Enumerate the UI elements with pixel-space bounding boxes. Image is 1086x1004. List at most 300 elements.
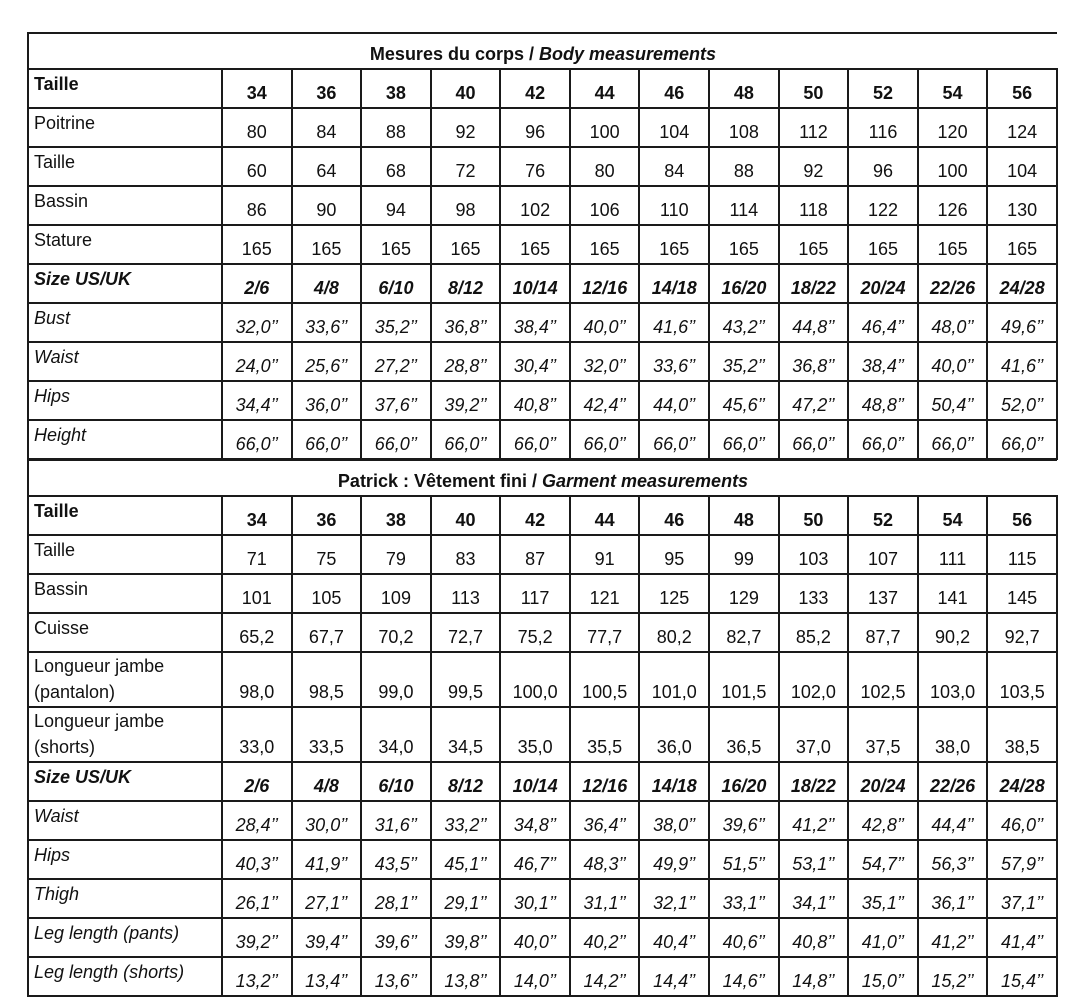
- table-cell: 54: [918, 496, 988, 535]
- table-cell: 36,0: [639, 707, 709, 762]
- table-cell: 77,7: [570, 613, 640, 652]
- table-row: [28, 108, 1057, 147]
- table-cell: 70,2: [361, 613, 431, 652]
- table-cell: 102,5: [848, 652, 918, 707]
- row-label: Taille: [28, 69, 222, 108]
- table-cell: 41,4’’: [987, 918, 1057, 957]
- table-cell: 103,5: [987, 652, 1057, 707]
- table-cell: 20/24: [848, 762, 918, 801]
- table-cell: 165: [918, 225, 988, 264]
- table-cell: 99,0: [361, 652, 431, 707]
- table-cell: 29,1’’: [431, 879, 501, 918]
- table-cell: 50: [779, 69, 849, 108]
- table-cell: 32,1’’: [639, 879, 709, 918]
- table-cell: 31,1’’: [570, 879, 640, 918]
- row-label: Poitrine: [28, 108, 222, 147]
- table-cell: 112: [779, 108, 849, 147]
- table-cell: 44,4’’: [918, 801, 988, 840]
- table-cell: 37,5: [848, 707, 918, 762]
- table-cell: 38,0’’: [639, 801, 709, 840]
- table-cell: 116: [848, 108, 918, 147]
- table-cell: 36,8’’: [431, 303, 501, 342]
- table-cell: 8/12: [431, 264, 501, 303]
- body-measurements-table: [27, 32, 1058, 460]
- table-cell: 104: [987, 147, 1057, 186]
- table-cell: 92: [431, 108, 501, 147]
- table-row: [28, 652, 1057, 707]
- table-cell: 24/28: [987, 762, 1057, 801]
- table-cell: 141: [918, 574, 988, 613]
- table-cell: 40,0’’: [570, 303, 640, 342]
- table-cell: 66,0’’: [987, 420, 1057, 459]
- table-cell: 35,2’’: [361, 303, 431, 342]
- table-cell: 41,2’’: [779, 801, 849, 840]
- table-cell: 100: [570, 108, 640, 147]
- table-cell: 10/14: [500, 762, 570, 801]
- caption-italic: Garment measurements: [541, 471, 749, 491]
- row-label: Waist: [28, 342, 222, 381]
- table-cell: 33,0: [222, 707, 292, 762]
- table-row: [28, 879, 1057, 918]
- table-cell: 40,6’’: [709, 918, 779, 957]
- table-cell: 4/8: [292, 264, 362, 303]
- table-cell: 66,0’’: [709, 420, 779, 459]
- table-cell: 14/18: [639, 264, 709, 303]
- table-cell: 46,0’’: [987, 801, 1057, 840]
- table-cell: 34: [222, 496, 292, 535]
- table-cell: 15,2’’: [918, 957, 988, 996]
- table-cell: 41,2’’: [918, 918, 988, 957]
- table-cell: 52: [848, 496, 918, 535]
- row-label: Hips: [28, 381, 222, 420]
- table-cell: 133: [779, 574, 849, 613]
- table-cell: 28,8’’: [431, 342, 501, 381]
- table-cell: 54,7’’: [848, 840, 918, 879]
- table-cell: 49,9’’: [639, 840, 709, 879]
- table-cell: 38: [361, 69, 431, 108]
- table-cell: 14,4’’: [639, 957, 709, 996]
- table-cell: 33,6’’: [292, 303, 362, 342]
- table-cell: 108: [709, 108, 779, 147]
- table-row: [28, 303, 1057, 342]
- table-cell: 165: [292, 225, 362, 264]
- table-cell: 44: [570, 496, 640, 535]
- table-cell: 92: [779, 147, 849, 186]
- table-cell: 15,4’’: [987, 957, 1057, 996]
- table-cell: 36: [292, 69, 362, 108]
- table-cell: 12/16: [570, 264, 640, 303]
- table-cell: 98: [431, 186, 501, 225]
- table-cell: 26,1’’: [222, 879, 292, 918]
- table-cell: 10/14: [500, 264, 570, 303]
- table-cell: 34,8’’: [500, 801, 570, 840]
- table-cell: 8/12: [431, 762, 501, 801]
- table-cell: 40: [431, 69, 501, 108]
- table-cell: 25,6’’: [292, 342, 362, 381]
- table-cell: 35,1’’: [848, 879, 918, 918]
- table-cell: 165: [709, 225, 779, 264]
- table-cell: 13,4’’: [292, 957, 362, 996]
- table-cell: 48,8’’: [848, 381, 918, 420]
- table-row: [28, 840, 1057, 879]
- table-row: [28, 186, 1057, 225]
- table-cell: 100,5: [570, 652, 640, 707]
- table-row: [28, 496, 1057, 535]
- table-cell: 32,0’’: [222, 303, 292, 342]
- table-cell: 46: [639, 69, 709, 108]
- table-cell: 33,6’’: [639, 342, 709, 381]
- garment-measurements-table: [27, 459, 1058, 997]
- table-cell: 35,2’’: [709, 342, 779, 381]
- table-cell: 65,2: [222, 613, 292, 652]
- table-cell: 101: [222, 574, 292, 613]
- table-cell: 88: [709, 147, 779, 186]
- table-cell: 36,8’’: [779, 342, 849, 381]
- table-cell: 114: [709, 186, 779, 225]
- table-cell: 66,0’’: [500, 420, 570, 459]
- table-cell: 37,1’’: [987, 879, 1057, 918]
- caption-main: Patrick : Vêtement fini /: [337, 471, 542, 491]
- table-cell: 40,8’’: [779, 918, 849, 957]
- row-label: Stature: [28, 225, 222, 264]
- table-cell: 90,2: [918, 613, 988, 652]
- table-cell: 83: [431, 535, 501, 574]
- table-cell: 24,0’’: [222, 342, 292, 381]
- table-cell: 38,4’’: [848, 342, 918, 381]
- table-cell: 99: [709, 535, 779, 574]
- table-cell: 6/10: [361, 762, 431, 801]
- table-cell: 39,2’’: [222, 918, 292, 957]
- table-cell: 82,7: [709, 613, 779, 652]
- table-cell: 33,2’’: [431, 801, 501, 840]
- table-cell: 107: [848, 535, 918, 574]
- table-cell: 27,2’’: [361, 342, 431, 381]
- table-cell: 34,1’’: [779, 879, 849, 918]
- table-row: [28, 762, 1057, 801]
- table-cell: 34,4’’: [222, 381, 292, 420]
- table-cell: 13,8’’: [431, 957, 501, 996]
- caption-italic: Body measurements: [538, 44, 717, 64]
- table-cell: 102: [500, 186, 570, 225]
- table-cell: 165: [987, 225, 1057, 264]
- table-cell: 40,0’’: [500, 918, 570, 957]
- table-cell: 92,7: [987, 613, 1057, 652]
- table-cell: 100: [918, 147, 988, 186]
- table-cell: 16/20: [709, 264, 779, 303]
- table-cell: 28,1’’: [361, 879, 431, 918]
- table-cell: 16/20: [709, 762, 779, 801]
- table-cell: 46,4’’: [848, 303, 918, 342]
- table-row: [28, 225, 1057, 264]
- table-cell: 84: [639, 147, 709, 186]
- table-cell: 87: [500, 535, 570, 574]
- table-cell: 64: [292, 147, 362, 186]
- table-cell: 115: [987, 535, 1057, 574]
- table-cell: 86: [222, 186, 292, 225]
- table-caption-row: [28, 460, 1057, 496]
- table-cell: 34: [222, 69, 292, 108]
- table-cell: 51,5’’: [709, 840, 779, 879]
- table-cell: 18/22: [779, 762, 849, 801]
- row-label: Hips: [28, 840, 222, 879]
- row-label: Taille: [28, 496, 222, 535]
- row-label: Thigh: [28, 879, 222, 918]
- table-cell: 43,2’’: [709, 303, 779, 342]
- table-cell: 47,2’’: [779, 381, 849, 420]
- table-cell: 46,7’’: [500, 840, 570, 879]
- table-cell: 124: [987, 108, 1057, 147]
- table-cell: 66,0’’: [639, 420, 709, 459]
- table-cell: 66,0’’: [292, 420, 362, 459]
- table-cell: 40: [431, 496, 501, 535]
- table-cell: 101,5: [709, 652, 779, 707]
- table-cell: 40,0’’: [918, 342, 988, 381]
- table-cell: 38,4’’: [500, 303, 570, 342]
- table-cell: 76: [500, 147, 570, 186]
- table-cell: 35,5: [570, 707, 640, 762]
- table-cell: 66,0’’: [361, 420, 431, 459]
- table-cell: 129: [709, 574, 779, 613]
- table-cell: 56: [987, 496, 1057, 535]
- table-cell: 109: [361, 574, 431, 613]
- table-cell: 13,2’’: [222, 957, 292, 996]
- table-cell: 165: [848, 225, 918, 264]
- table-caption-row: [28, 33, 1057, 69]
- table-cell: 13,6’’: [361, 957, 431, 996]
- table-cell: 44: [570, 69, 640, 108]
- table-cell: 28,4’’: [222, 801, 292, 840]
- table-cell: 42,8’’: [848, 801, 918, 840]
- table-cell: 36,1’’: [918, 879, 988, 918]
- table-cell: 111: [918, 535, 988, 574]
- table-cell: 66,0’’: [222, 420, 292, 459]
- table-cell: 14,2’’: [570, 957, 640, 996]
- table-row: [28, 613, 1057, 652]
- table-cell: 104: [639, 108, 709, 147]
- table-row: [28, 147, 1057, 186]
- table-cell: 39,6’’: [709, 801, 779, 840]
- table-cell: 34,0: [361, 707, 431, 762]
- table-cell: 165: [500, 225, 570, 264]
- table-cell: 125: [639, 574, 709, 613]
- table-cell: 99,5: [431, 652, 501, 707]
- table-cell: 113: [431, 574, 501, 613]
- table-cell: 14,8’’: [779, 957, 849, 996]
- table-cell: 54: [918, 69, 988, 108]
- table-cell: 14,6’’: [709, 957, 779, 996]
- table-cell: 36,4’’: [570, 801, 640, 840]
- table-cell: 36: [292, 496, 362, 535]
- table-cell: 40,4’’: [639, 918, 709, 957]
- table-cell: 30,0’’: [292, 801, 362, 840]
- table-cell: 85,2: [779, 613, 849, 652]
- table-cell: 80,2: [639, 613, 709, 652]
- table-cell: 94: [361, 186, 431, 225]
- table-cell: 48,3’’: [570, 840, 640, 879]
- table-row: [28, 801, 1057, 840]
- table-cell: 42: [500, 496, 570, 535]
- table-cell: 39,4’’: [292, 918, 362, 957]
- table-cell: 48: [709, 496, 779, 535]
- table-cell: 22/26: [918, 762, 988, 801]
- table-cell: 33,1’’: [709, 879, 779, 918]
- table-cell: 87,7: [848, 613, 918, 652]
- table-cell: 68: [361, 147, 431, 186]
- table-cell: 39,6’’: [361, 918, 431, 957]
- table-cell: 38,5: [987, 707, 1057, 762]
- table-cell: 80: [570, 147, 640, 186]
- row-label: Bassin: [28, 574, 222, 613]
- table-cell: 36,5: [709, 707, 779, 762]
- table-cell: 106: [570, 186, 640, 225]
- table-cell: 165: [431, 225, 501, 264]
- table-cell: 117: [500, 574, 570, 613]
- table-cell: 15,0’’: [848, 957, 918, 996]
- table-cell: 37,0: [779, 707, 849, 762]
- table-cell: 34,5: [431, 707, 501, 762]
- row-label: Taille: [28, 535, 222, 574]
- table-cell: 35,0: [500, 707, 570, 762]
- table-row: [28, 420, 1057, 459]
- table-cell: 40,3’’: [222, 840, 292, 879]
- table-cell: 165: [570, 225, 640, 264]
- table-cell: 88: [361, 108, 431, 147]
- table-cell: 105: [292, 574, 362, 613]
- table-cell: 80: [222, 108, 292, 147]
- table-cell: 14,0’’: [500, 957, 570, 996]
- table-cell: 48: [709, 69, 779, 108]
- table-cell: 165: [639, 225, 709, 264]
- table-cell: 91: [570, 535, 640, 574]
- table-cell: 18/22: [779, 264, 849, 303]
- table-cell: 50,4’’: [918, 381, 988, 420]
- table-cell: 102,0: [779, 652, 849, 707]
- row-label: Leg length (shorts): [28, 957, 222, 996]
- table-cell: 27,1’’: [292, 879, 362, 918]
- row-label: Size US/UK: [28, 762, 222, 801]
- row-label: Bust: [28, 303, 222, 342]
- table-cell: 48,0’’: [918, 303, 988, 342]
- table-cell: 103,0: [918, 652, 988, 707]
- table-cell: 45,1’’: [431, 840, 501, 879]
- row-label: Longueur jambe (shorts): [28, 707, 222, 762]
- table-cell: 67,7: [292, 613, 362, 652]
- table-cell: 66,0’’: [848, 420, 918, 459]
- table-cell: 130: [987, 186, 1057, 225]
- table-cell: 38: [361, 496, 431, 535]
- table-cell: 71: [222, 535, 292, 574]
- table-cell: 2/6: [222, 762, 292, 801]
- table-cell: 30,1’’: [500, 879, 570, 918]
- table-cell: 36,0’’: [292, 381, 362, 420]
- caption-main: Mesures du corps /: [369, 44, 539, 64]
- table-cell: 6/10: [361, 264, 431, 303]
- table-cell: 56,3’’: [918, 840, 988, 879]
- table-cell: 84: [292, 108, 362, 147]
- row-label: Size US/UK: [28, 264, 222, 303]
- row-label: Longueur jambe (pantalon): [28, 652, 222, 707]
- table-cell: 165: [222, 225, 292, 264]
- table-cell: 22/26: [918, 264, 988, 303]
- table-cell: 33,5: [292, 707, 362, 762]
- row-label: Leg length (pants): [28, 918, 222, 957]
- table-cell: 75,2: [500, 613, 570, 652]
- table-cell: 96: [500, 108, 570, 147]
- table-cell: 31,6’’: [361, 801, 431, 840]
- table-cell: 98,5: [292, 652, 362, 707]
- table-cell: 101,0: [639, 652, 709, 707]
- table-caption: [28, 460, 1057, 496]
- table-cell: 165: [779, 225, 849, 264]
- row-label: Cuisse: [28, 613, 222, 652]
- table-cell: 53,1’’: [779, 840, 849, 879]
- table-cell: 66,0’’: [918, 420, 988, 459]
- table-cell: 41,9’’: [292, 840, 362, 879]
- table-cell: 39,2’’: [431, 381, 501, 420]
- table-cell: 98,0: [222, 652, 292, 707]
- table-cell: 30,4’’: [500, 342, 570, 381]
- table-cell: 40,8’’: [500, 381, 570, 420]
- table-row: [28, 69, 1057, 108]
- table-cell: 49,6’’: [987, 303, 1057, 342]
- table-cell: 110: [639, 186, 709, 225]
- table-cell: 60: [222, 147, 292, 186]
- table-cell: 41,6’’: [639, 303, 709, 342]
- table-cell: 57,9’’: [987, 840, 1057, 879]
- table-cell: 44,8’’: [779, 303, 849, 342]
- table-row: [28, 918, 1057, 957]
- table-cell: 137: [848, 574, 918, 613]
- table-row: [28, 707, 1057, 762]
- table-cell: 32,0’’: [570, 342, 640, 381]
- table-cell: 90: [292, 186, 362, 225]
- table-cell: 41,6’’: [987, 342, 1057, 381]
- table-row: [28, 342, 1057, 381]
- table-row: [28, 957, 1057, 996]
- table-cell: 75: [292, 535, 362, 574]
- table-cell: 50: [779, 496, 849, 535]
- table-cell: 44,0’’: [639, 381, 709, 420]
- table-row: [28, 535, 1057, 574]
- table-cell: 79: [361, 535, 431, 574]
- row-label: Taille: [28, 147, 222, 186]
- table-cell: 66,0’’: [431, 420, 501, 459]
- table-cell: 121: [570, 574, 640, 613]
- table-cell: 39,8’’: [431, 918, 501, 957]
- table-cell: 72: [431, 147, 501, 186]
- table-cell: 41,0’’: [848, 918, 918, 957]
- table-cell: 145: [987, 574, 1057, 613]
- table-cell: 52,0’’: [987, 381, 1057, 420]
- table-cell: 43,5’’: [361, 840, 431, 879]
- table-cell: 120: [918, 108, 988, 147]
- row-label: Height: [28, 420, 222, 459]
- table-cell: 20/24: [848, 264, 918, 303]
- table-cell: 24/28: [987, 264, 1057, 303]
- table-cell: 118: [779, 186, 849, 225]
- table-cell: 42: [500, 69, 570, 108]
- table-cell: 12/16: [570, 762, 640, 801]
- table-cell: 45,6’’: [709, 381, 779, 420]
- table-cell: 40,2’’: [570, 918, 640, 957]
- table-cell: 56: [987, 69, 1057, 108]
- table-cell: 95: [639, 535, 709, 574]
- table-cell: 2/6: [222, 264, 292, 303]
- table-row: [28, 574, 1057, 613]
- table-cell: 52: [848, 69, 918, 108]
- table-row: [28, 381, 1057, 420]
- table-cell: 72,7: [431, 613, 501, 652]
